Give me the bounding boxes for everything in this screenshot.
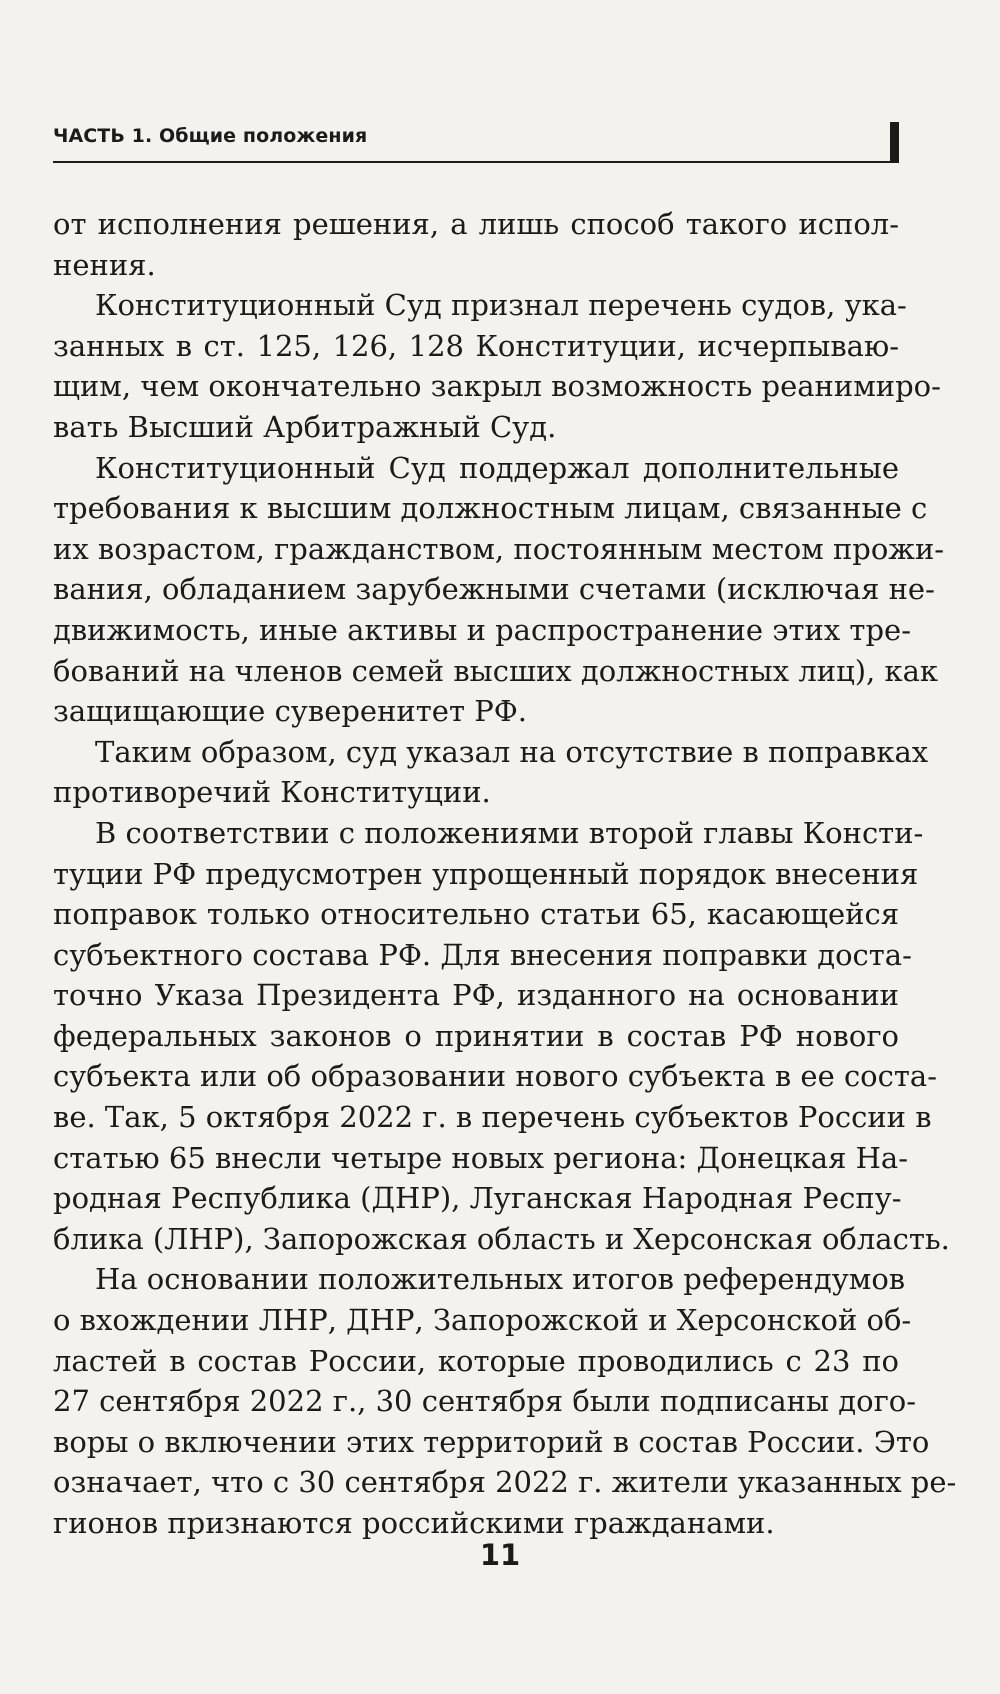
text-line: от исполнения решения, а лишь способ такого испол- <box>53 207 899 241</box>
paragraph <box>53 448 945 732</box>
text-line: защищающие суверенитет РФ. <box>53 694 528 729</box>
text-line: точно Указа Президента РФ, изданного на основании <box>53 978 899 1013</box>
text-line: 27 сентября 2022 г., 30 сентября были подписаны дого- <box>53 1384 917 1419</box>
paragraph <box>53 285 941 447</box>
text-line: На основании положительных итогов референдумов <box>95 1262 906 1297</box>
text-line: их возрастом, гражданством, постоянным местом прожи- <box>53 531 945 566</box>
text-line: федеральных законов о принятии в состав РФ нового <box>53 1018 899 1053</box>
text-line: занных в ст. 125, 126, 128 Конституции, исчерпываю- <box>53 328 899 363</box>
text-line: Таким образом, суд указал на отсутствие в поправках <box>95 734 929 769</box>
paragraph <box>53 204 899 285</box>
text-line: щим, чем окончательно закрыл возможность реанимиро- <box>53 369 941 404</box>
text-line: движимость, иные активы и распространение этих тре- <box>53 612 911 647</box>
text-line: требования к высшим должностным лицам, связанные с <box>53 491 928 526</box>
text-line: поправок только относительно статьи 65, касающейся <box>53 897 899 932</box>
paragraph <box>53 813 950 1260</box>
text-line: Конституционный Суд поддержал дополнительные <box>95 450 899 485</box>
text-line: вать Высший Арбитражный Суд. <box>53 409 557 444</box>
paragraph <box>53 732 929 813</box>
text-line: родная Республика (ДНР), Луганская Народная Респу- <box>53 1181 902 1216</box>
paragraph <box>53 1259 957 1543</box>
text-line: субъектного состава РФ. Для внесения поправки доста- <box>53 937 912 972</box>
text-line: Конституционный Суд признал перечень судов, ука- <box>95 288 907 323</box>
running-head <box>53 117 899 163</box>
text-line: В соответствии с положениями второй главы Консти- <box>95 815 924 850</box>
text-line: ве. Так, 5 октября 2022 г. в перечень субъектов России в <box>53 1100 932 1135</box>
text-line: вания, обладанием зарубежными счетами (исключая не- <box>53 572 935 607</box>
running-head-title: ЧАСТЬ 1. Общие положения <box>53 125 368 147</box>
text-line: нения. <box>53 247 156 282</box>
text-line: о вхождении ЛНР, ДНР, Запорожской и Херсонской об- <box>53 1303 912 1338</box>
page-number: 11 <box>479 1538 521 1572</box>
text-line: субъекта или об образовании нового субъекта в ее соста- <box>53 1059 938 1094</box>
text-line: означает, что с 30 сентября 2022 г. жители указанных ре- <box>53 1465 957 1500</box>
text-line: противоречий Конституции. <box>53 775 491 810</box>
text-line: бований на членов семей высших должностных лиц), как <box>53 653 939 688</box>
text-line: туции РФ предусмотрен упрощенный порядок внесения <box>53 856 919 891</box>
text-body <box>53 204 957 1544</box>
text-line: блика (ЛНР), Запорожская область и Херсонская область. <box>53 1221 950 1256</box>
text-line: гионов признаются российскими гражданами. <box>53 1506 775 1540</box>
text-line: статью 65 внесли четыре новых региона: Донецкая На- <box>53 1140 908 1175</box>
text-line: воры о включении этих территорий в состав России. Это <box>53 1424 930 1459</box>
running-head-thumb-mark <box>890 122 899 162</box>
text-line: ластей в состав России, которые проводились с 23 по <box>53 1343 899 1378</box>
